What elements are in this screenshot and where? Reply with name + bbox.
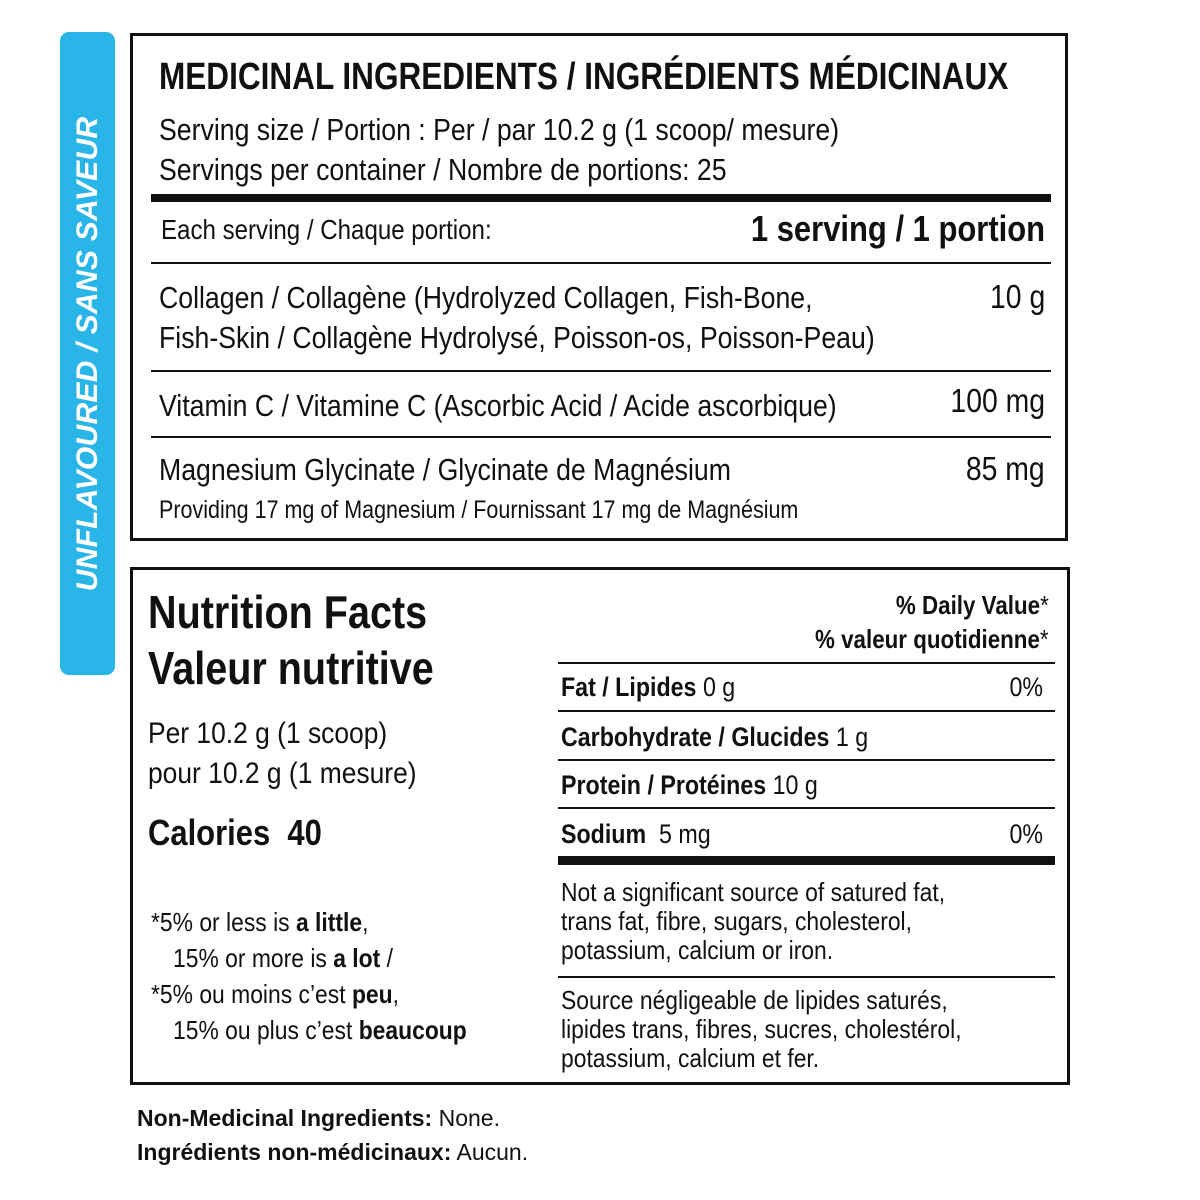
footnote-star: *	[151, 907, 160, 937]
each-serving-label: Each serving / Chaque portion:	[161, 214, 492, 245]
ingredient-collagen-line2: Fish-Skin / Collagène Hydrolysé, Poisson-os, Poisson-Peau)	[159, 320, 875, 355]
ingredient-vitamin-c: Vitamin C / Vitamine C (Ascorbic Acid / Acide ascorbique)	[159, 388, 837, 423]
note-fr-1: Source négligeable de lipides saturés,	[561, 985, 948, 1015]
servings-per-container: Servings per container / Nombre de portions: 25	[159, 152, 727, 187]
nutrient-amount: 5 mg	[659, 819, 711, 849]
note-en-3: potassium, calcium or iron.	[561, 935, 834, 965]
footnote-bold: beaucoup	[358, 1015, 467, 1045]
per-serving-en: Per 10.2 g (1 scoop)	[148, 717, 388, 750]
nutrient-row-protein	[561, 770, 818, 801]
nutrient-amount: 10 g	[772, 770, 818, 800]
footnote-bold: peu	[351, 979, 393, 1009]
ingredient-collagen-amount: 10 g	[989, 278, 1045, 315]
footnote-bold: a little	[295, 907, 363, 937]
thick-divider	[558, 856, 1055, 865]
non-medicinal-value: None.	[438, 1105, 500, 1131]
dv-header-text: % Daily Value	[896, 590, 1041, 620]
ingredient-collagen-line1: Collagen / Collagène (Hydrolyzed Collagen, Fish-Bone,	[159, 280, 813, 315]
divider	[558, 807, 1055, 809]
footnote-text: ,	[362, 907, 369, 937]
thick-divider	[151, 194, 1051, 202]
note-fr-3: potassium, calcium et fer.	[561, 1043, 820, 1073]
nutrition-facts-panel	[130, 567, 1070, 1085]
note-en-2: trans fat, fibre, sugars, cholesterol,	[561, 906, 912, 936]
nutrient-amount: 0 g	[702, 672, 736, 702]
ingredient-magnesium-amount: 85 mg	[966, 450, 1045, 487]
nutrient-label: Sodium	[561, 819, 647, 849]
divider	[151, 370, 1051, 372]
nutrient-label: Fat / Lipides	[561, 672, 697, 702]
footnote-en-1	[151, 904, 368, 940]
note-en-1: Not a significant source of satured fat,	[561, 877, 946, 907]
nutrient-label: Protein / Protéines	[561, 770, 767, 800]
serving-size: Serving size / Portion : Per / par 10.2 g (1 scoop/ mesure)	[159, 112, 840, 147]
nutrient-row-carbohydrate	[561, 722, 868, 753]
nutrient-row-fat	[561, 672, 735, 703]
footnote-bold: a lot	[333, 943, 381, 973]
footnote-text: /	[380, 943, 393, 973]
dv-header-text: % valeur quotidienne	[815, 624, 1041, 654]
flavour-tab	[60, 32, 115, 675]
divider	[558, 710, 1055, 712]
dv-star: *	[1040, 624, 1049, 654]
footnote-text: 15% or more is	[173, 943, 334, 973]
non-medicinal-fr	[137, 1139, 528, 1166]
non-medicinal-value: Aucun.	[456, 1139, 529, 1165]
dv-star: *	[1040, 590, 1049, 620]
per-serving-fr: pour 10.2 g (1 mesure)	[148, 757, 417, 790]
non-medicinal-label: Non-Medicinal Ingredients:	[137, 1105, 433, 1131]
nutrient-pct-fat: 0%	[1009, 672, 1043, 702]
divider	[558, 662, 1055, 664]
footnote-text: 15% ou plus c’est	[173, 1015, 359, 1045]
nutrient-pct-sodium: 0%	[1009, 819, 1043, 849]
nutrient-amount: 1 g	[835, 722, 869, 752]
calories	[148, 812, 322, 854]
note-fr-2: lipides trans, fibres, sucres, cholestérol,	[561, 1014, 962, 1044]
non-medicinal-label: Ingrédients non-médicinaux:	[137, 1139, 452, 1165]
footnote-en-2	[173, 940, 393, 976]
ingredient-magnesium-note: Providing 17 mg of Magnesium / Fournissant 17 mg de Magnésium	[159, 496, 799, 524]
nutrition-title-en: Nutrition Facts	[148, 586, 428, 638]
divider	[558, 976, 1055, 978]
non-medicinal-en	[137, 1105, 500, 1132]
nutrient-row-sodium	[561, 819, 711, 850]
daily-value-header-en	[896, 590, 1049, 621]
daily-value-header-fr	[815, 624, 1049, 655]
calories-value: 40	[287, 812, 322, 853]
footnote-text: 5% or less is	[159, 907, 296, 937]
footnote-fr-1	[151, 976, 399, 1012]
footnote-text: ,	[392, 979, 399, 1009]
divider	[151, 262, 1051, 264]
footnote-fr-2	[173, 1012, 467, 1048]
nutrient-label: Carbohydrate / Glucides	[561, 722, 830, 752]
medicinal-title: MEDICINAL INGREDIENTS / INGRÉDIENTS MÉDICINAUX	[159, 56, 1009, 98]
ingredient-magnesium: Magnesium Glycinate / Glycinate de Magnésium	[159, 452, 731, 487]
footnote-star: *	[151, 979, 160, 1009]
ingredient-vitamin-c-amount: 100 mg	[950, 382, 1045, 419]
footnote-text: 5% ou moins c’est	[159, 979, 352, 1009]
nutrition-title-fr: Valeur nutritive	[148, 642, 434, 694]
each-serving-value: 1 serving / 1 portion	[750, 208, 1045, 249]
calories-label: Calories	[148, 812, 271, 853]
divider	[151, 436, 1051, 438]
flavour-label: UNFLAVOURED / SANS SAVEUR	[70, 116, 104, 591]
divider	[558, 759, 1055, 761]
medicinal-ingredients-panel	[130, 33, 1068, 541]
